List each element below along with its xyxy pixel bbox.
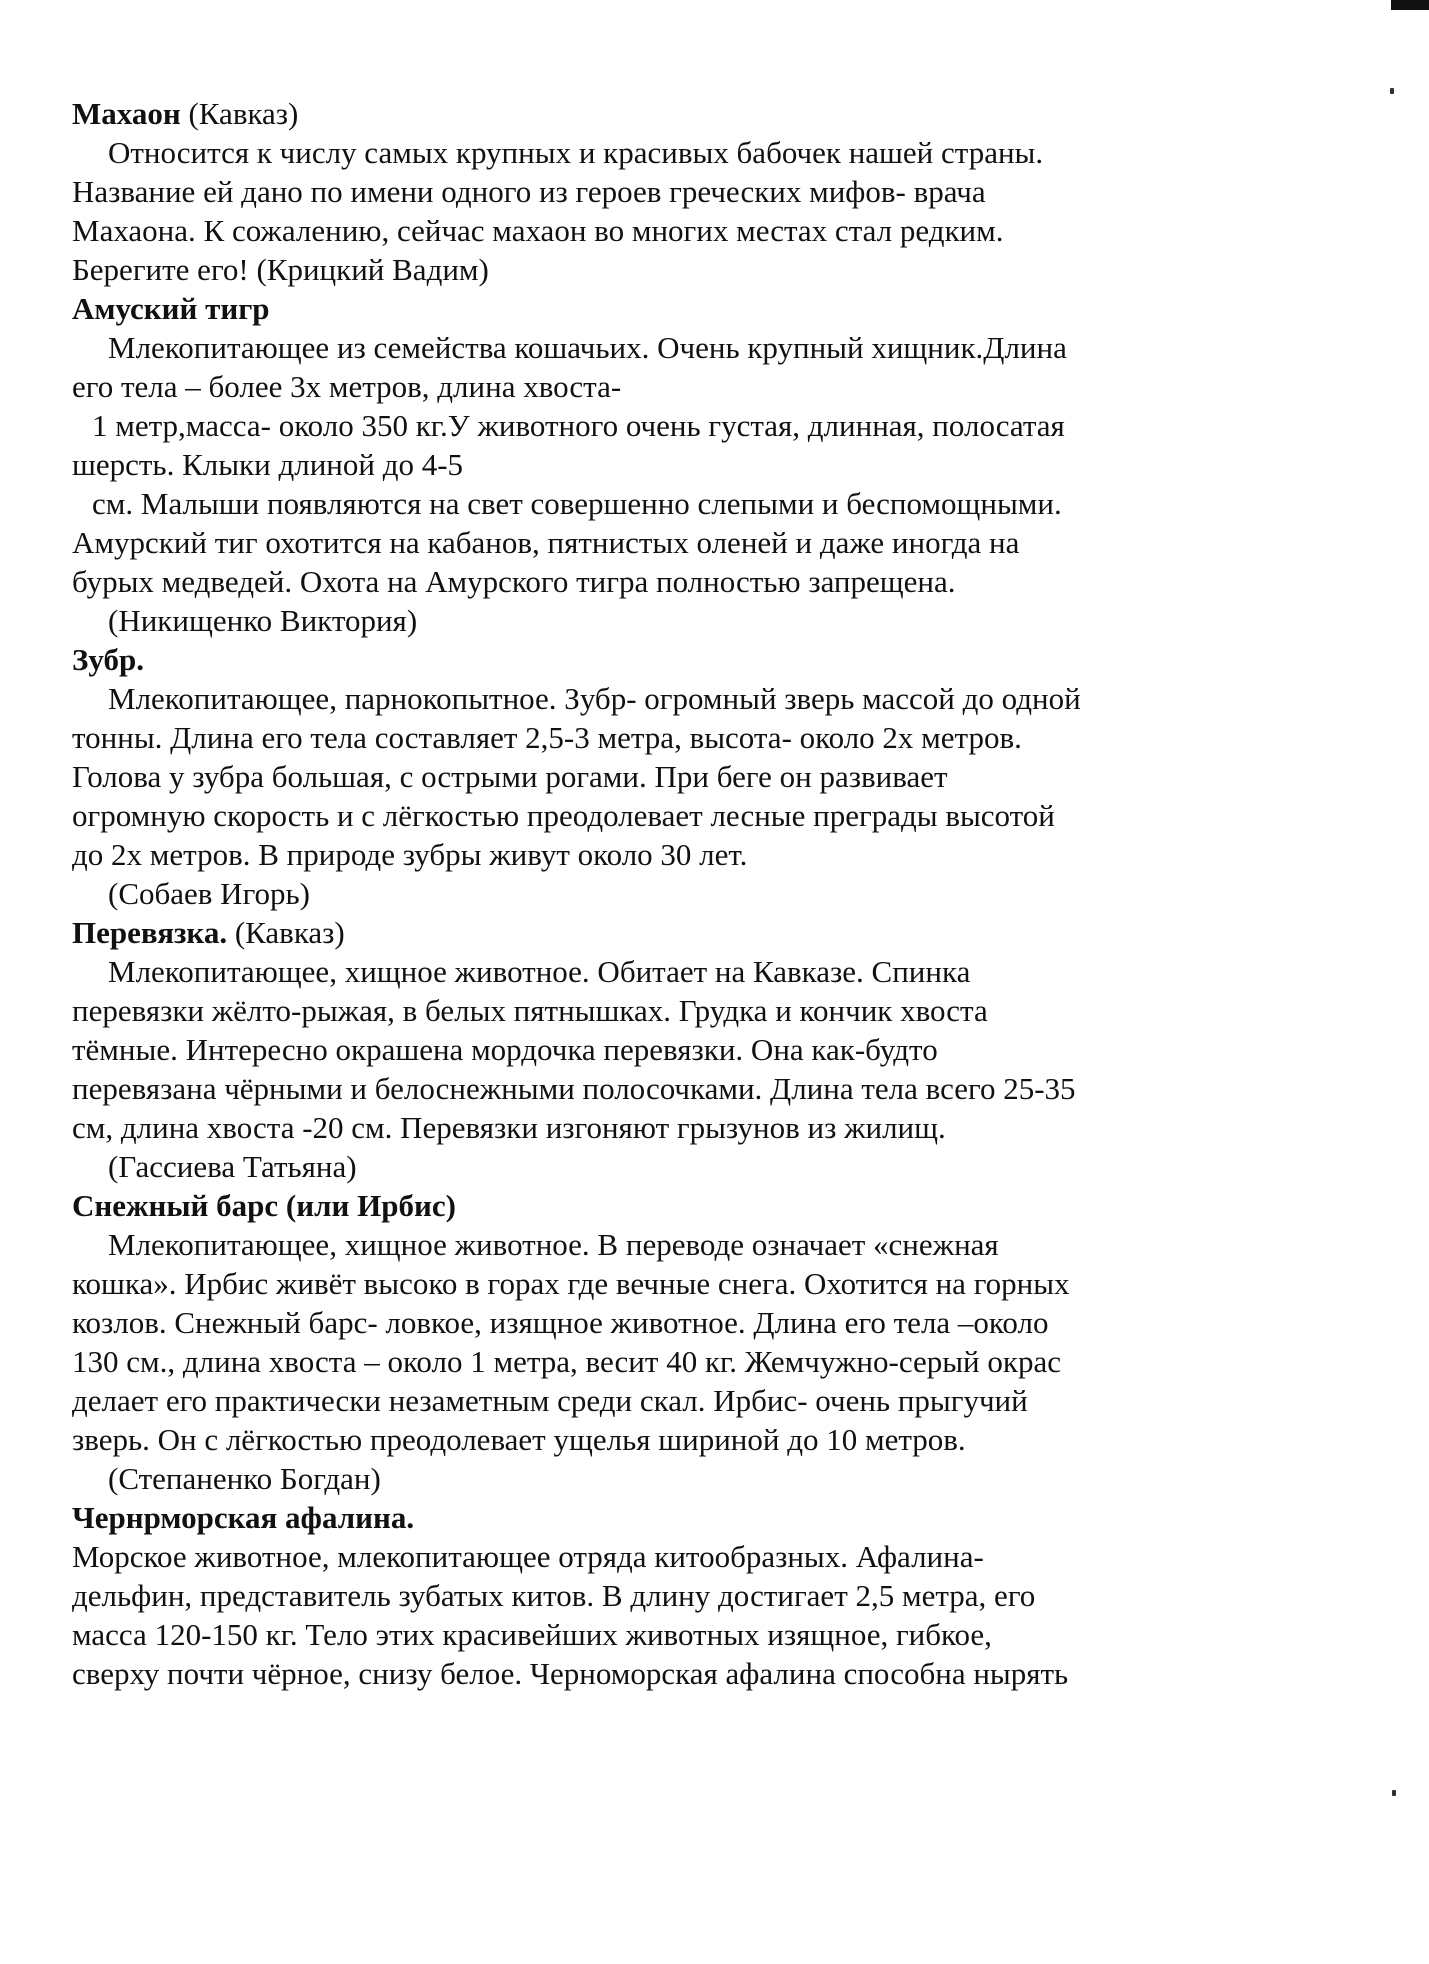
section-black-sea-dolphin: [72, 1498, 1372, 1693]
paragraph-line: Млекопитающее, парнокопытное. Зубр- огромный зверь массой до одной: [108, 681, 1081, 716]
section-title: Зубр.: [72, 642, 144, 677]
section-zubr: [72, 640, 1372, 913]
paragraph-line: бурых медведей. Охота на Амурского тигра полностью запрещена.: [72, 564, 956, 599]
paragraph-line: Млекопитающее, хищное животное. В переводе означает «снежная: [108, 1227, 999, 1262]
paragraph-line: Голова у зубра большая, с острыми рогами. При беге он развивает: [72, 759, 948, 794]
paragraph-line: Млекопитающее, хищное животное. Обитает на Кавказе. Спинка: [108, 954, 971, 989]
section-makhaon: [72, 94, 1372, 289]
paragraph-line: перевязки жёлто-рыжая, в белых пятнышках. Грудка и кончик хвоста: [72, 993, 988, 1028]
paragraph-line: до 2х метров. В природе зубры живут около 30 лет.: [72, 837, 748, 872]
paragraph-line: козлов. Снежный барс- ловкое, изящное животное. Длина его тела –около: [72, 1305, 1049, 1340]
section-perevyazka: [72, 913, 1372, 1186]
section-heading: [72, 913, 1372, 952]
paragraph-line: Берегите его! (Крицкий Вадим): [72, 252, 489, 287]
section-title: Перевязка.: [72, 915, 228, 950]
scan-corner-mark: [1391, 0, 1429, 10]
paragraph-line: Название ей дано по имени одного из героев греческих мифов- врача: [72, 174, 986, 209]
paragraph-line: зверь. Он с лёгкостью преодолевает ущелья шириной до 10 метров.: [72, 1422, 966, 1457]
section-title-suffix: (Кавказ): [227, 915, 345, 950]
paragraph-line: Морское животное, млекопитающее отряда китообразных. Афалина-: [72, 1539, 984, 1574]
paragraph-line: Махаона. К сожалению, сейчас махаон во многих местах стал редким.: [72, 213, 1004, 248]
paragraph-line: см. Малыши появляются на свет совершенно слепыми и беспомощными.: [92, 486, 1062, 521]
paragraph-line: Млекопитающее из семейства кошачьих. Очень крупный хищник.Длина: [108, 330, 1067, 365]
section-amur-tiger: [72, 289, 1372, 640]
paragraph-line: делает его практически незаметным среди скал. Ирбис- очень прыгучий: [72, 1383, 1028, 1418]
paragraph-line: кошка». Ирбис живёт высоко в горах где вечные снега. Охотится на горных: [72, 1266, 1070, 1301]
section-title: Махаон: [72, 96, 181, 131]
paragraph-line: тонны. Длина его тела составляет 2,5-3 метра, высота- около 2х метров.: [72, 720, 1022, 755]
author-line: (Собаев Игорь): [108, 876, 310, 911]
paragraph-line: Относится к числу самых крупных и красивых бабочек нашей страны.: [108, 135, 1044, 170]
paragraph-line: 1 метр,масса- около 350 кг.У животного очень густая, длинная, полосатая: [92, 408, 1065, 443]
section-title: Снежный барс (или Ирбис): [72, 1188, 456, 1223]
paragraph-line: масса 120-150 кг. Тело этих красивейших животных изящное, гибкое,: [72, 1617, 992, 1652]
section-title-suffix: (Кавказ): [180, 96, 299, 131]
paragraph-line: дельфин, представитель зубатых китов. В длину достигает 2,5 метра, его: [72, 1578, 1036, 1613]
document-page: [72, 94, 1372, 1693]
scan-speck: [1390, 88, 1394, 94]
paragraph-line: огромную скорость и с лёгкостью преодолевает лесные преграды высотой: [72, 798, 1055, 833]
paragraph-line: тёмные. Интересно окрашена мордочка перевязки. Она как-будто: [72, 1032, 938, 1067]
paragraph-line: перевязана чёрными и белоснежными полосочками. Длина тела всего 25-35: [72, 1071, 1076, 1106]
author-line: (Гассиева Татьяна): [108, 1149, 357, 1184]
paragraph-line: шерсть. Клыки длиной до 4-5: [72, 447, 464, 482]
author-line: (Никищенко Виктория): [108, 603, 418, 638]
section-snow-leopard: [72, 1186, 1372, 1498]
paragraph-line: см, длина хвоста -20 см. Перевязки изгоняют грызунов из жилищ.: [72, 1110, 946, 1145]
paragraph-line: его тела – более 3х метров, длина хвоста-: [72, 369, 622, 404]
paragraph-line: Амурский тиг охотится на кабанов, пятнистых оленей и даже иногда на: [72, 525, 1020, 560]
author-line: (Степаненко Богдан): [108, 1461, 381, 1496]
paragraph-line: сверху почти чёрное, снизу белое. Черноморская афалина способна нырять: [72, 1656, 1069, 1691]
section-heading: [72, 94, 1372, 133]
section-title: Чернрморская афалина.: [72, 1500, 415, 1535]
paragraph-line: 130 см., длина хвоста – около 1 метра, весит 40 кг. Жемчужно-серый окрас: [72, 1344, 1061, 1379]
section-title: Амуский тигр: [72, 291, 270, 326]
scan-speck: [1392, 1790, 1396, 1796]
